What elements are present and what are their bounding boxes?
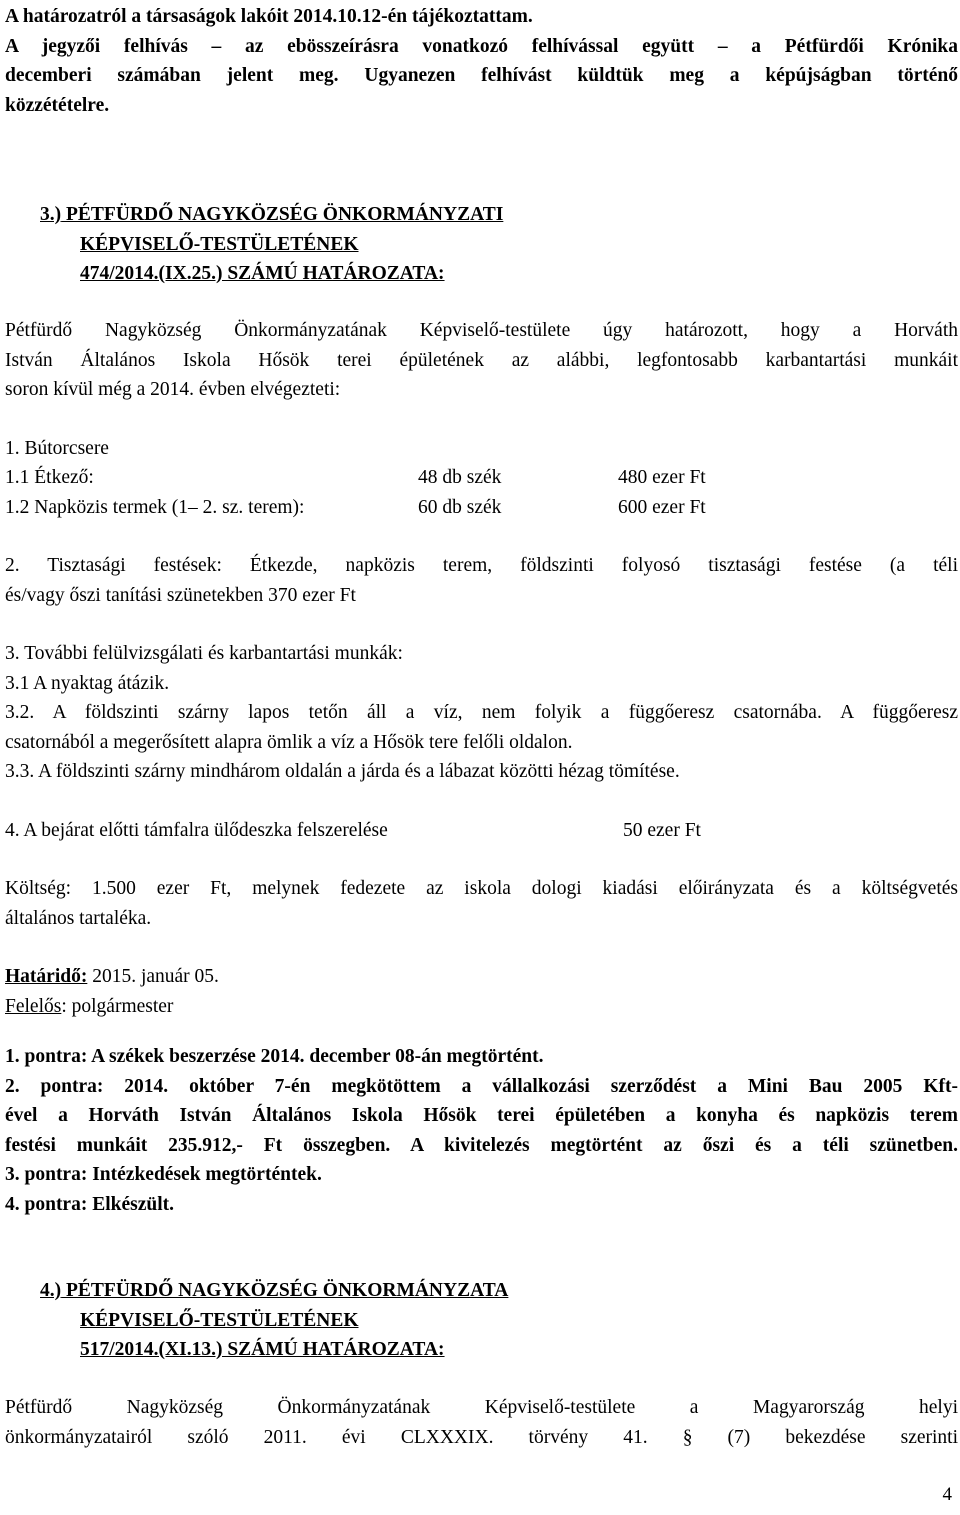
cost-qty: 60 db szék (418, 496, 502, 518)
intro-block (5, 2, 958, 120)
list-item: és/vagy őszi tanítási szünetekben 370 ezer Ft (5, 584, 356, 606)
resolution-3-body (5, 316, 958, 1021)
list-item: 3. További felülvizsgálati és karbantartási munkák: (5, 643, 403, 664)
page-number: 4 (942, 1483, 952, 1505)
cost-label: 1.2 Napközis termek (1– 2. sz. terem): (5, 496, 305, 518)
responsible (5, 992, 958, 1022)
body-line: Pétfürdő Nagyközség Önkormányzatának Képviselő-testülete a Magyarország helyi (5, 1397, 958, 1418)
list-item: 3.2. A földszinti szárny lapos tetőn áll a víz, nem folyik a függőeresz csatornába. A függőeresz (5, 702, 958, 723)
body-line: István Általános Iskola Hősök terei épületének az alábbi, legfontosabb karbantartási munkáit (5, 349, 958, 371)
cost-row (5, 816, 958, 846)
intro-line: A jegyzői felhívás – az ebösszeírásra vonatkozó felhívással együtt – a Pétfürdői Krónika (5, 35, 958, 57)
deadline-value: 2015. január 05. (87, 966, 219, 987)
body-line: soron kívül még a 2014. évben elvégezteti: (5, 379, 341, 400)
cost-label: 4. A bejárat előtti támfalra ülődeszka felszerelése (5, 819, 388, 841)
report-line: ével a Horváth István Általános Iskola Hősök terei épületében a konyha és napközis terem (5, 1105, 958, 1126)
intro-line: A határozatról a társaságok lakóit 2014.10.12-én tájékoztattam. (5, 6, 533, 27)
report-line: 4. pontra: Elkészült. (5, 1193, 175, 1215)
intro-line: decemberi számában jelent meg. Ugyanezen felhívást küldtük meg a képújságban történő (5, 65, 958, 86)
list-item: 3.3. A földszinti szárny mindhárom oldalán a járda és a lábazat közötti hézag tömítése. (5, 761, 680, 782)
report-line: 3. pontra: Intézkedések megtörténtek. (5, 1164, 322, 1185)
cost-qty: 48 db szék (418, 467, 502, 488)
list-item: 1. Bútorcsere (5, 437, 109, 459)
heading-line: KÉPVISELŐ-TESTÜLETÉNEK (80, 1309, 359, 1331)
heading-number: 3.) (40, 204, 62, 225)
report-block (5, 1042, 958, 1219)
intro-line: közzétételre. (5, 94, 110, 116)
cost-value: 600 ezer Ft (618, 496, 706, 518)
heading-line: PÉTFÜRDŐ NAGYKÖZSÉG ÖNKORMÁNYZATA (66, 1280, 509, 1301)
responsible-value: : polgármester (61, 995, 174, 1017)
responsible-label: Felelős (5, 995, 62, 1017)
resolution-heading-4 (5, 1276, 508, 1365)
report-line: 2. pontra: 2014. október 7-én megkötöttem a vállalkozási szerződést a Mini Bau 2005 Kft- (5, 1075, 958, 1097)
cost-value: 480 ezer Ft (618, 467, 706, 488)
resolution-heading-3 (5, 200, 503, 289)
body-line: Pétfürdő Nagyközség Önkormányzatának Képviselő-testülete úgy határozott, hogy a Horváth (5, 320, 958, 341)
report-line: 1. pontra: A székek beszerzése 2014. december 08-án megtörtént. (5, 1046, 544, 1067)
deadline (5, 962, 958, 992)
cost-summary: általános tartaléka. (5, 907, 152, 929)
report-line: festési munkáit 235.912,- Ft összegben. A kivitelezés megtörtént az őszi és a téli szünetben. (5, 1134, 958, 1156)
deadline-label: Határidő: (5, 966, 88, 987)
heading-line: 474/2014.(IX.25.) SZÁMÚ HATÁROZATA: (80, 263, 445, 284)
list-item: 3.1 A nyaktag átázik. (5, 672, 170, 694)
heading-number: 4.) (40, 1280, 62, 1301)
resolution-4-body (5, 1393, 958, 1452)
cost-row (5, 463, 958, 493)
list-item: 2. Tisztasági festések: Étkezde, napközis terem, földszinti folyosó tisztasági festése (a téli (5, 555, 958, 576)
heading-line: PÉTFÜRDŐ NAGYKÖZSÉG ÖNKORMÁNYZATI (66, 204, 504, 225)
list-item: csatornából a megerősített alapra ömlik a víz a Hősök tere felőli oldalon. (5, 731, 573, 753)
cost-label: 1.1 Étkező: (5, 467, 94, 488)
heading-line: KÉPVISELŐ-TESTÜLETÉNEK (80, 233, 359, 255)
heading-line: 517/2014.(XI.13.) SZÁMÚ HATÁROZATA: (80, 1339, 445, 1360)
cost-row (5, 493, 958, 523)
cost-value: 50 ezer Ft (623, 819, 701, 841)
body-line: önkormányzatairól szóló 2011. évi CLXXXIX. törvény 41. § (7) bekezdése szerinti (5, 1426, 958, 1448)
cost-summary: Költség: 1.500 ezer Ft, melynek fedezete az iskola dologi kiadási előirányzata és a költségvetés (5, 878, 958, 899)
